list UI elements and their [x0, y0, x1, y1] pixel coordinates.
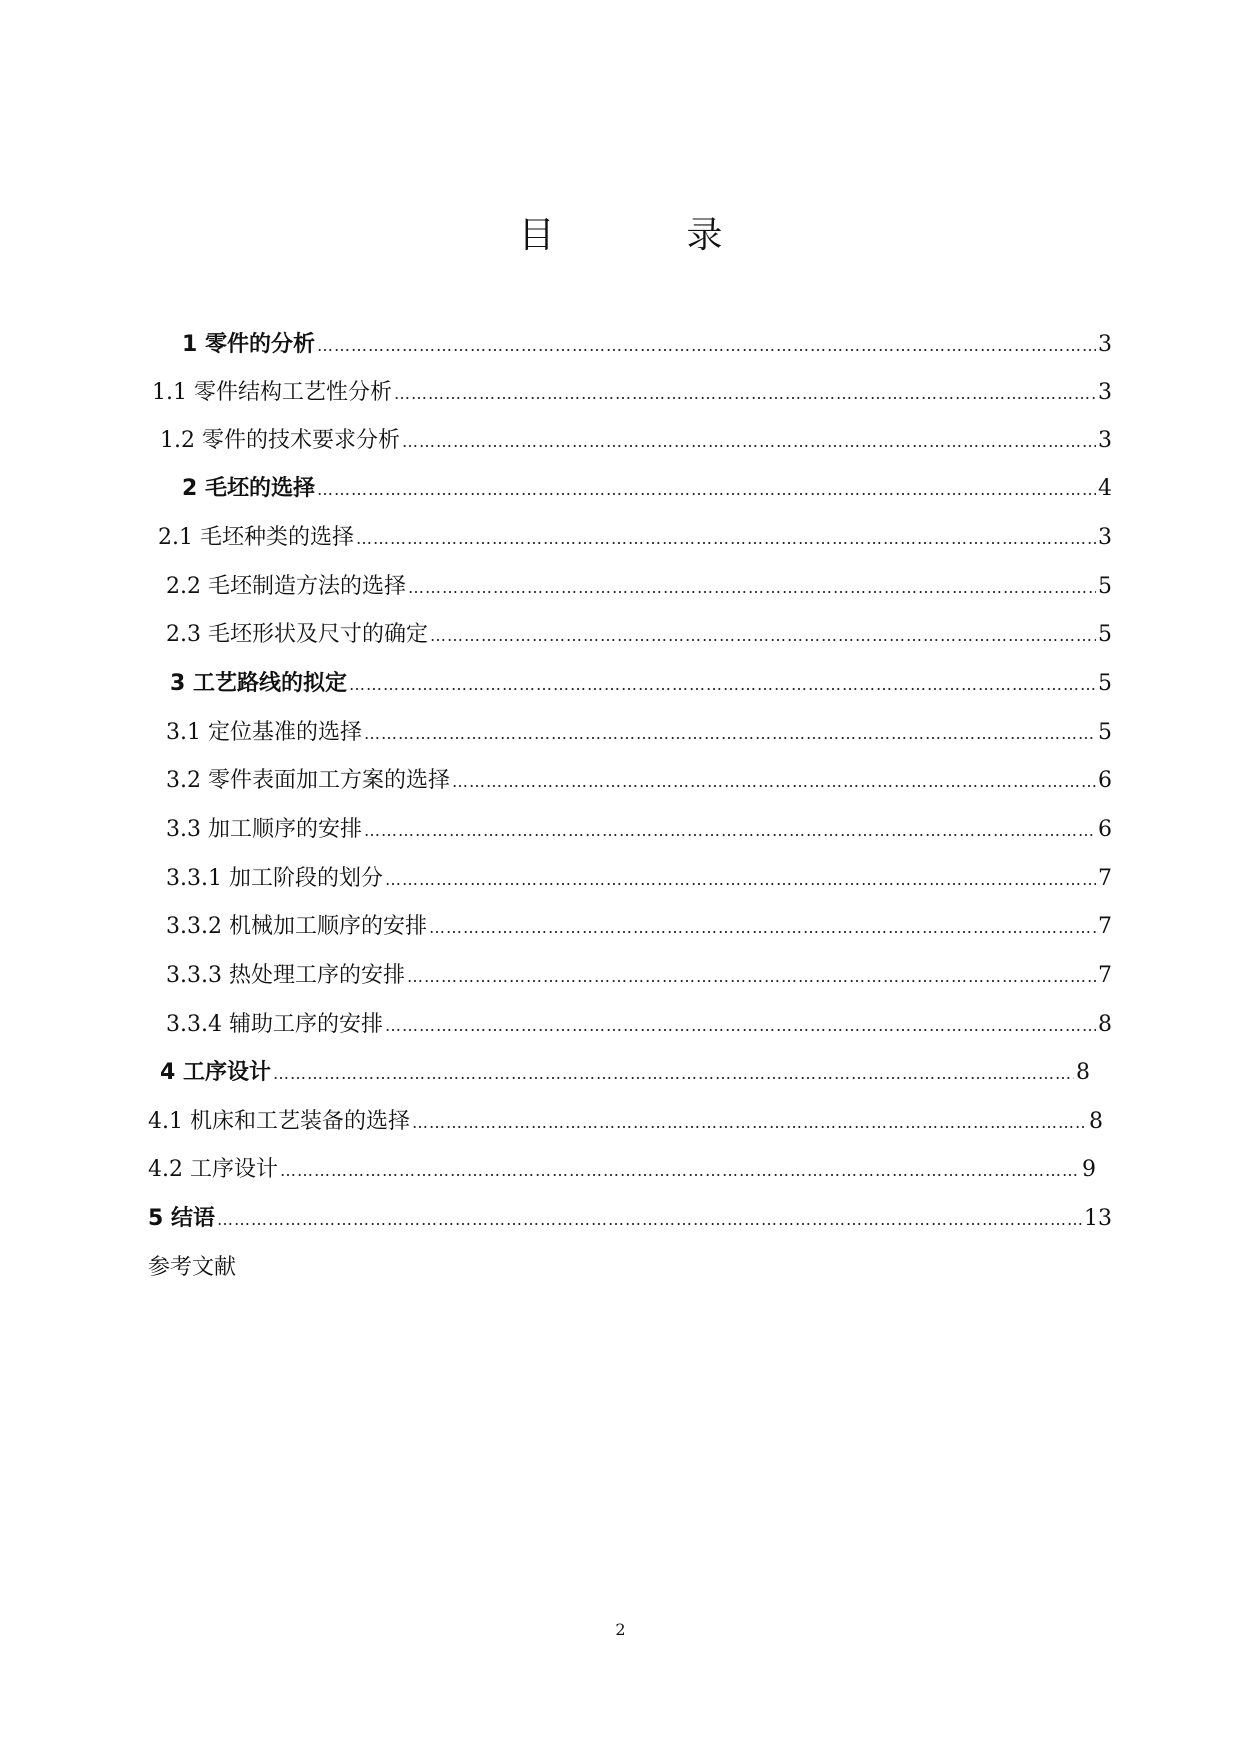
toc-entry-label: 3.3.3 热处理工序的安排 [166, 963, 405, 988]
toc-entry-page: 3 [1098, 380, 1112, 405]
toc-entry[interactable] [166, 572, 1112, 602]
toc-entry[interactable] [148, 1204, 1112, 1234]
toc-leader-dots [385, 1011, 1096, 1041]
toc-leader-dots [412, 1108, 1087, 1138]
toc-entry-label: 3.2 零件表面加工方案的选择 [166, 768, 450, 793]
toc-entry-page: 7 [1098, 866, 1112, 891]
toc-entry[interactable] [166, 620, 1112, 650]
toc-leader-dots [429, 913, 1096, 943]
toc-entry-label: 4.2 工序设计 [148, 1157, 278, 1182]
toc-entry-references[interactable]: 参考文献 [148, 1255, 237, 1280]
toc-entry-label: 3.3.2 机械加工顺序的安排 [166, 914, 427, 939]
toc-entry-page: 5 [1098, 671, 1112, 696]
toc-entry[interactable] [166, 815, 1112, 845]
toc-entry-label: 3.1 定位基准的选择 [166, 720, 362, 745]
toc-entry-page: 7 [1098, 963, 1112, 988]
toc-entry-page: 8 [1089, 1109, 1103, 1134]
toc-entry[interactable] [158, 523, 1112, 553]
toc-entry-page: 13 [1084, 1206, 1112, 1231]
toc-entry[interactable] [160, 1058, 1090, 1088]
toc-entry[interactable] [170, 669, 1112, 699]
toc-leader-dots [280, 1156, 1080, 1186]
toc-leader-dots [364, 719, 1096, 749]
toc-entry-page: 8 [1098, 1012, 1112, 1037]
toc-leader-dots [356, 524, 1096, 554]
toc-entry[interactable] [182, 474, 1112, 504]
toc-entry-page: 3 [1098, 332, 1112, 357]
toc-entry-label: 5 结语 [148, 1206, 215, 1231]
toc-entry-page: 3 [1098, 525, 1112, 550]
toc-entry-page: 6 [1098, 768, 1112, 793]
toc-entry-page: 8 [1076, 1060, 1090, 1085]
toc-entry-label: 3.3.4 辅助工序的安排 [166, 1012, 383, 1037]
toc-entry-label: 4 工序设计 [160, 1060, 271, 1085]
toc-entry-label: 2.2 毛坯制造方法的选择 [166, 574, 406, 599]
toc-leader-dots [317, 475, 1096, 505]
toc-leader-dots [217, 1205, 1082, 1235]
toc-leader-dots [317, 331, 1096, 361]
toc-entry-page: 7 [1098, 914, 1112, 939]
toc-entry[interactable] [166, 864, 1112, 894]
toc-leader-dots [273, 1059, 1074, 1089]
page-title: 目 录 [518, 215, 771, 256]
toc-entry-label: 3.3 加工顺序的安排 [166, 817, 362, 842]
toc-entry-label: 1 零件的分析 [182, 332, 315, 357]
toc-entry[interactable] [152, 378, 1112, 408]
toc-entry[interactable] [182, 330, 1112, 360]
toc-entry[interactable] [148, 1107, 1103, 1137]
toc-entry-label: 4.1 机床和工艺装备的选择 [148, 1109, 410, 1134]
toc-entry[interactable] [160, 426, 1112, 456]
toc-entry-label: 2 毛坯的选择 [182, 476, 315, 501]
toc-leader-dots [430, 621, 1096, 651]
toc-entry-label: 1.1 零件结构工艺性分析 [152, 380, 392, 405]
toc-entry-label: 3 工艺路线的拟定 [170, 671, 347, 696]
toc-entry[interactable] [166, 912, 1112, 942]
toc-leader-dots [385, 865, 1096, 895]
toc-leader-dots [452, 767, 1096, 797]
toc-leader-dots [402, 427, 1096, 457]
toc-entry[interactable] [148, 1155, 1096, 1185]
toc-entry[interactable] [166, 718, 1112, 748]
toc-entry-page: 9 [1082, 1157, 1096, 1182]
toc-entry-label: 1.2 零件的技术要求分析 [160, 428, 400, 453]
page-number: 2 [615, 1620, 626, 1639]
toc-entry-label: 2.3 毛坯形状及尺寸的确定 [166, 622, 428, 647]
toc-entry-label: 2.1 毛坯种类的选择 [158, 525, 354, 550]
toc-entry-label: 3.3.1 加工阶段的划分 [166, 866, 383, 891]
toc-entry-page: 5 [1098, 574, 1112, 599]
toc-entry-page: 4 [1098, 476, 1112, 501]
toc-entry-page: 5 [1098, 622, 1112, 647]
toc-leader-dots [408, 573, 1096, 603]
toc-leader-dots [364, 816, 1096, 846]
toc-entry-page: 5 [1098, 720, 1112, 745]
toc-entry[interactable] [166, 961, 1112, 991]
toc-entry[interactable] [166, 1010, 1112, 1040]
toc-entry-page: 6 [1098, 817, 1112, 842]
toc-entry-page: 3 [1098, 428, 1112, 453]
toc-leader-dots [394, 379, 1096, 409]
toc-entry[interactable] [166, 766, 1112, 796]
toc-leader-dots [349, 670, 1096, 700]
toc-leader-dots [407, 962, 1096, 992]
